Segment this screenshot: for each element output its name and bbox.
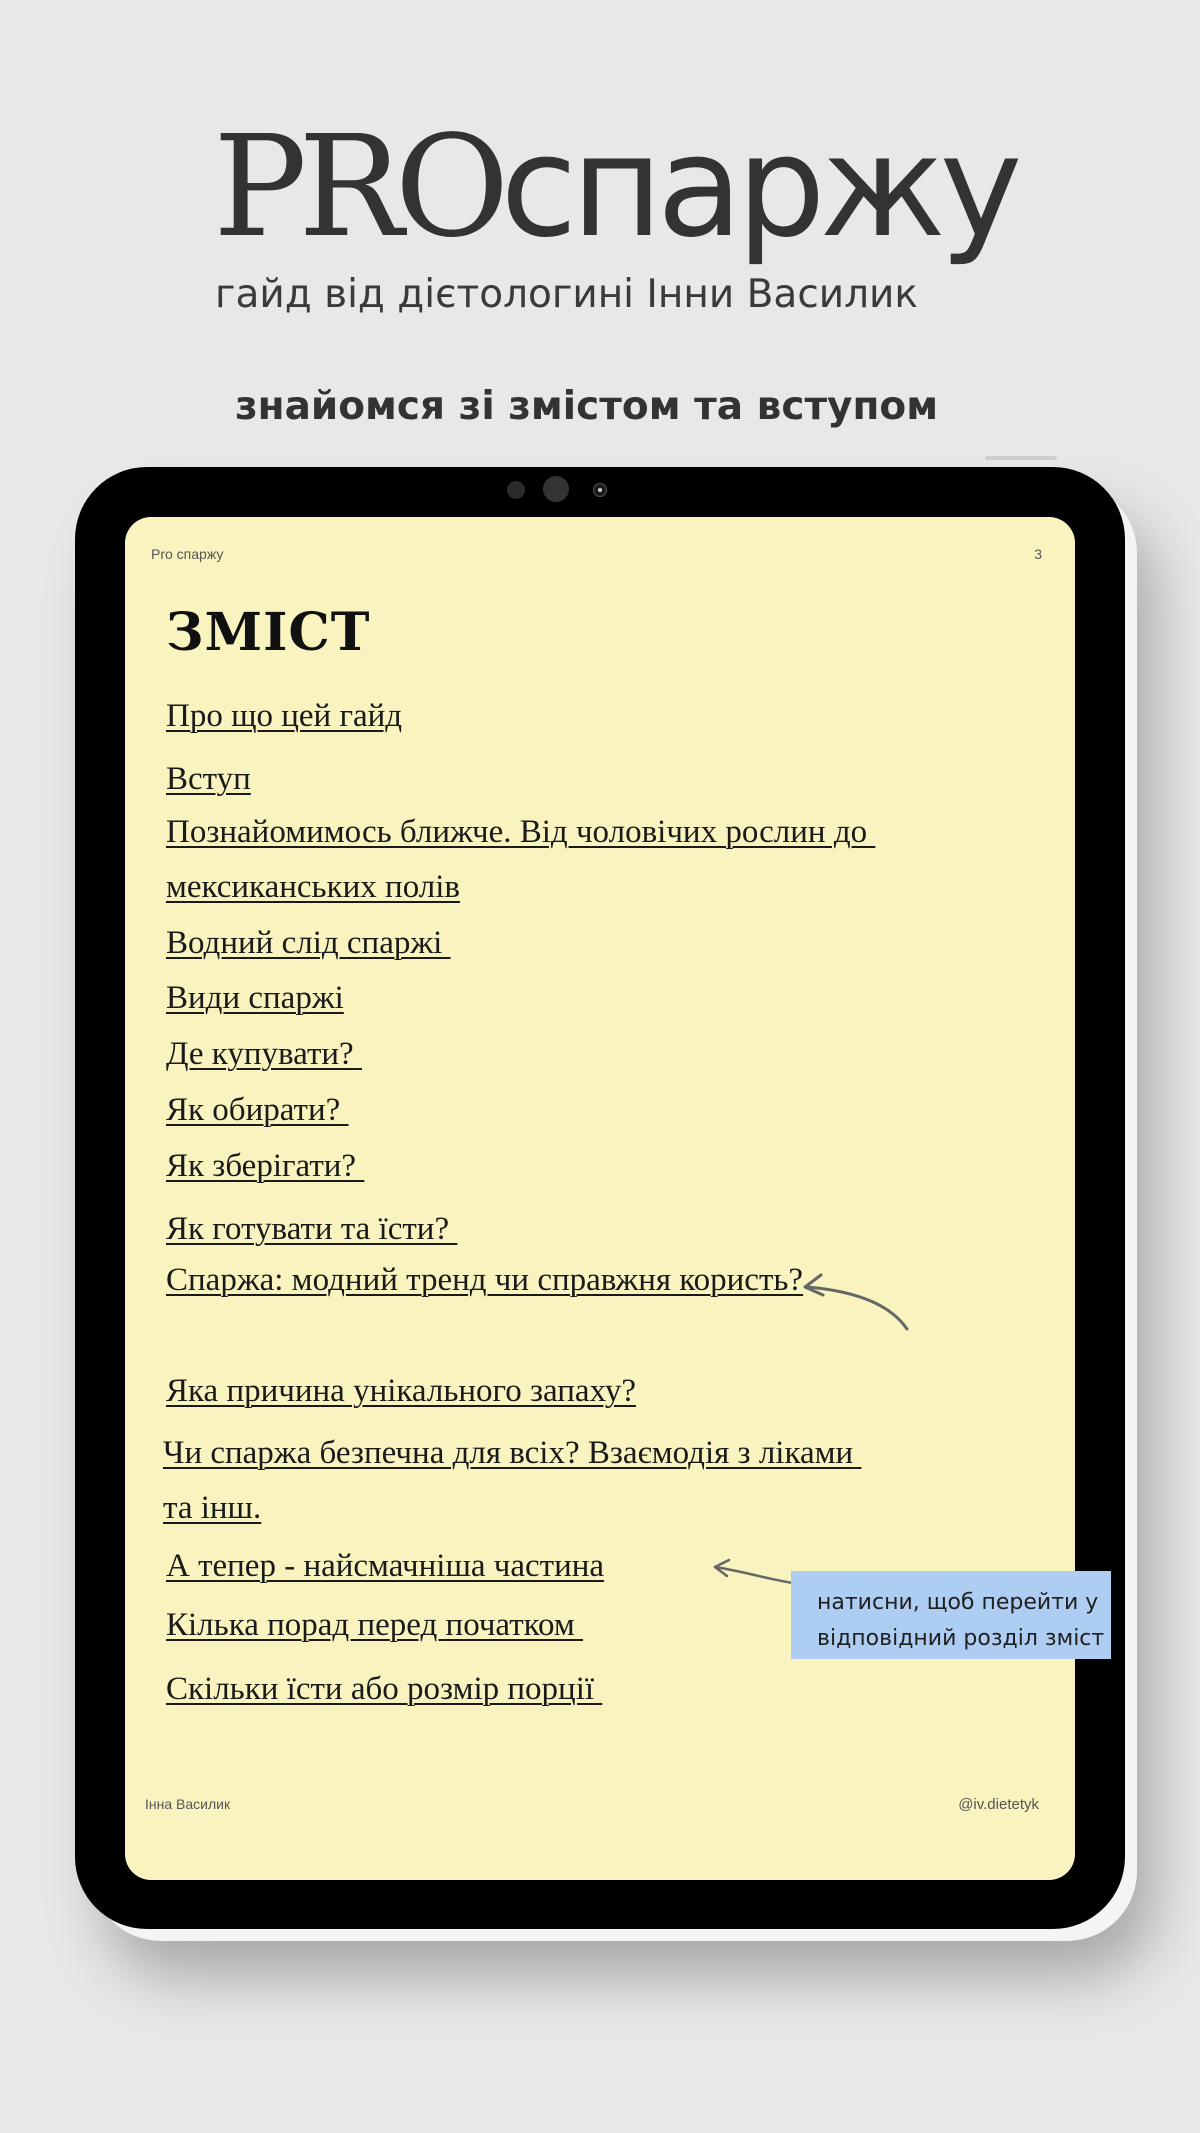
document-page: [125, 517, 1105, 1880]
toc-link-how-to-store[interactable]: Як зберігати?: [166, 1148, 365, 1184]
title-asparagus: спаржу: [500, 106, 1017, 269]
toc-link-how-to-cook[interactable]: Як готувати та їсти?: [166, 1211, 458, 1247]
page-header-title: Pro спаржу: [151, 546, 224, 562]
tablet-frame: [75, 467, 1125, 1929]
hint-line-1: натисни, щоб перейти у: [817, 1590, 1099, 1615]
sensor-icon: [507, 481, 525, 499]
preview-note: знайомся зі змістом та вступом: [235, 384, 939, 429]
toc-link-portion-size[interactable]: Скільки їсти або розмір порції: [166, 1671, 603, 1707]
toc-link-types[interactable]: Види спаржі: [166, 980, 344, 1016]
toc-link-tips[interactable]: Кілька порад перед початком: [166, 1607, 584, 1643]
tablet-side-button: [1130, 576, 1134, 686]
navigation-hint: [791, 1571, 1111, 1659]
toc-link-water-footprint[interactable]: Водний слід спаржі: [166, 925, 451, 961]
toc-link-intro[interactable]: Вступ: [166, 761, 251, 797]
toc-heading: ЗМІСТ: [166, 602, 371, 663]
footer-handle: @iv.dietetyk: [958, 1796, 1039, 1813]
toc-link-about-guide[interactable]: Про що цей гайд: [166, 698, 403, 734]
tablet-top-button: [985, 456, 1057, 460]
guide-subtitle: гайд від дієтологині Інни Василик: [215, 272, 918, 317]
pointer-arrow-icon: [707, 1557, 797, 1593]
toc-link-trend-or-benefit[interactable]: Спаржа: модний тренд чи справжня користь?: [166, 1262, 804, 1298]
camera-icon: [543, 476, 569, 502]
curved-arrow-icon: [795, 1269, 915, 1339]
hint-line-2: відповідний розділ зміст: [817, 1626, 1105, 1651]
title-pro: PRO: [213, 106, 501, 269]
page-number: 3: [1034, 546, 1042, 562]
footer-author: Інна Василик: [145, 1796, 231, 1812]
light-sensor-icon: [593, 483, 607, 497]
toc-link-where-to-buy[interactable]: Де купувати?: [166, 1036, 362, 1072]
toc-link-tastiest-part[interactable]: А тепер - найсмачніша частина: [166, 1548, 605, 1584]
guide-title: [213, 106, 1017, 269]
toc-link-safety[interactable]: Чи спаржа безпечна для всіх? Взаємодія з ліками та інш.: [163, 1435, 862, 1526]
toc-link-how-to-choose[interactable]: Як обирати?: [166, 1092, 349, 1128]
toc-link-get-acquainted[interactable]: Познайомимось ближче. Від чоловічих рослин до мексиканських полів: [166, 814, 876, 905]
toc-link-smell-reason[interactable]: Яка причина унікального запаху?: [166, 1373, 636, 1409]
